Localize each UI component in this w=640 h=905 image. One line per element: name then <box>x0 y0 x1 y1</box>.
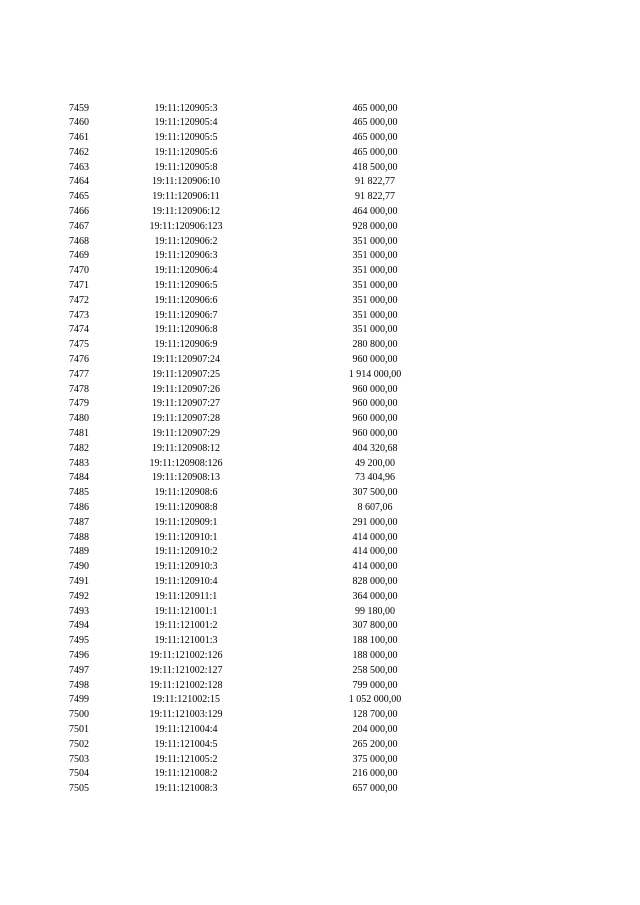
amount-cell: 280 800,00 <box>352 339 398 351</box>
row-number-cell: 7459 <box>69 102 89 114</box>
amount-cell: 351 000,00 <box>352 265 398 277</box>
table-row <box>0 220 640 235</box>
row-number-cell: 7483 <box>69 457 89 469</box>
amount-cell: 128 700,00 <box>352 709 398 721</box>
table-row <box>0 767 640 782</box>
row-number-cell: 7461 <box>69 132 89 144</box>
row-number-cell: 7481 <box>69 428 89 440</box>
cadastral-number-cell: 19:11:120906:12 <box>152 206 220 218</box>
table-row <box>0 427 640 442</box>
cadastral-number-cell: 19:11:120907:25 <box>152 368 220 380</box>
row-number-cell: 7490 <box>69 561 89 573</box>
table-row <box>0 102 640 117</box>
row-number-cell: 7469 <box>69 250 89 262</box>
row-number-cell: 7473 <box>69 309 89 321</box>
cadastral-number-cell: 19:11:120906:7 <box>154 309 218 321</box>
amount-cell: 188 000,00 <box>352 649 398 661</box>
amount-cell: 418 500,00 <box>352 161 398 173</box>
table-row <box>0 516 640 531</box>
cadastral-number-cell: 19:11:121001:1 <box>154 605 218 617</box>
amount-cell: 414 000,00 <box>352 546 398 558</box>
table-row <box>0 619 640 634</box>
table-row <box>0 397 640 412</box>
cadastral-number-cell: 19:11:120906:5 <box>154 280 218 292</box>
amount-cell: 465 000,00 <box>352 146 398 158</box>
cadastral-number-cell: 19:11:120909:1 <box>154 516 218 528</box>
cadastral-number-cell: 19:11:120905:4 <box>154 117 218 129</box>
amount-cell: 188 100,00 <box>352 635 398 647</box>
amount-cell: 351 000,00 <box>352 309 398 321</box>
table-row <box>0 368 640 383</box>
cadastral-number-cell: 19:11:120908:13 <box>152 472 220 484</box>
row-number-cell: 7464 <box>69 176 89 188</box>
row-number-cell: 7468 <box>69 235 89 247</box>
amount-cell: 364 000,00 <box>352 590 398 602</box>
table-row <box>0 205 640 220</box>
amount-cell: 1 914 000,00 <box>348 368 402 380</box>
amount-cell: 258 500,00 <box>352 664 398 676</box>
cadastral-number-cell: 19:11:120906:123 <box>149 220 223 232</box>
table-row <box>0 679 640 694</box>
table-row <box>0 693 640 708</box>
row-number-cell: 7497 <box>69 664 89 676</box>
row-number-cell: 7462 <box>69 146 89 158</box>
cadastral-number-cell: 19:11:121005:2 <box>154 753 218 765</box>
row-number-cell: 7500 <box>69 709 89 721</box>
amount-cell: 216 000,00 <box>352 768 398 780</box>
amount-cell: 960 000,00 <box>352 398 398 410</box>
cadastral-number-cell: 19:11:120910:4 <box>154 576 218 587</box>
row-number-cell: 7472 <box>69 294 89 306</box>
row-number-cell: 7499 <box>69 694 89 706</box>
row-number-cell: 7494 <box>69 620 89 632</box>
table-row <box>0 575 640 590</box>
amount-cell: 307 800,00 <box>352 620 398 632</box>
cadastral-number-cell: 19:11:120908:8 <box>154 502 218 514</box>
cadastral-number-cell: 19:11:121002:15 <box>152 694 220 706</box>
cadastral-number-cell: 19:11:120910:2 <box>154 546 218 558</box>
table-row <box>0 486 640 501</box>
amount-cell: 657 000,00 <box>352 783 398 795</box>
row-number-cell: 7484 <box>69 472 89 484</box>
cadastral-number-cell: 19:11:120906:3 <box>154 250 218 262</box>
cadastral-number-cell: 19:11:121004:4 <box>154 723 218 735</box>
cadastral-number-cell: 19:11:120907:26 <box>152 383 220 395</box>
cadastral-number-cell: 19:11:120906:2 <box>154 235 218 247</box>
table-row <box>0 353 640 368</box>
row-number-cell: 7496 <box>69 649 89 661</box>
cadastral-number-cell: 19:11:120906:6 <box>154 294 218 306</box>
table-row <box>0 501 640 516</box>
amount-cell: 291 000,00 <box>352 516 398 528</box>
cadastral-number-cell: 19:11:121004:5 <box>154 738 218 750</box>
cadastral-number-cell: 19:11:120905:5 <box>154 132 218 144</box>
table-row <box>0 531 640 546</box>
table-row <box>0 412 640 427</box>
cadastral-number-cell: 19:11:120907:29 <box>152 428 220 440</box>
cadastral-number-cell: 19:11:120906:9 <box>154 339 218 351</box>
row-number-cell: 7479 <box>69 398 89 410</box>
cadastral-number-cell: 19:11:121001:3 <box>154 635 218 647</box>
amount-cell: 49 200,00 <box>355 457 395 469</box>
amount-cell: 91 822,77 <box>355 176 395 188</box>
table-row <box>0 605 640 620</box>
row-number-cell: 7465 <box>69 191 89 203</box>
cadastral-number-cell: 19:11:120905:6 <box>154 146 218 158</box>
row-number-cell: 7477 <box>69 368 89 380</box>
row-number-cell: 7471 <box>69 280 89 292</box>
cadastral-number-cell: 19:11:121008:2 <box>154 768 218 780</box>
amount-cell: 414 000,00 <box>352 531 398 543</box>
table-row <box>0 457 640 472</box>
cadastral-number-cell: 19:11:120910:1 <box>154 531 218 543</box>
amount-cell: 960 000,00 <box>352 413 398 425</box>
cadastral-number-cell: 19:11:121002:128 <box>149 679 223 691</box>
data-table <box>0 102 640 797</box>
row-number-cell: 7487 <box>69 516 89 528</box>
cadastral-number-cell: 19:11:120908:126 <box>149 457 223 469</box>
table-row <box>0 131 640 146</box>
table-row <box>0 560 640 575</box>
row-number-cell: 7482 <box>69 442 89 454</box>
amount-cell: 465 000,00 <box>352 102 398 114</box>
cadastral-number-cell: 19:11:121001:2 <box>154 620 218 632</box>
table-row <box>0 190 640 205</box>
row-number-cell: 7480 <box>69 413 89 425</box>
amount-cell: 465 000,00 <box>352 132 398 144</box>
table-row <box>0 590 640 605</box>
row-number-cell: 7503 <box>69 753 89 765</box>
table-row <box>0 323 640 338</box>
amount-cell: 307 500,00 <box>352 487 398 499</box>
table-row <box>0 383 640 398</box>
cadastral-number-cell: 19:11:120910:3 <box>154 561 218 573</box>
amount-cell: 414 000,00 <box>352 561 398 573</box>
cadastral-number-cell: 19:11:120906:8 <box>154 324 218 336</box>
row-number-cell: 7492 <box>69 590 89 602</box>
amount-cell: 960 000,00 <box>352 354 398 366</box>
row-number-cell: 7466 <box>69 206 89 218</box>
amount-cell: 73 404,96 <box>355 472 395 484</box>
cadastral-number-cell: 19:11:120906:10 <box>152 176 220 188</box>
table-row <box>0 545 640 560</box>
amount-cell: 351 000,00 <box>352 324 398 336</box>
row-number-cell: 7478 <box>69 383 89 395</box>
cadastral-number-cell: 19:11:120911:1 <box>154 590 218 602</box>
table-row <box>0 738 640 753</box>
cadastral-number-cell: 19:11:120905:8 <box>154 161 218 173</box>
amount-cell: 465 000,00 <box>352 117 398 129</box>
cadastral-number-cell: 19:11:120907:27 <box>152 398 220 410</box>
cadastral-number-cell: 19:11:120908:12 <box>152 442 220 454</box>
cadastral-number-cell: 19:11:121002:127 <box>149 664 223 676</box>
cadastral-number-cell: 19:11:120907:28 <box>152 413 220 425</box>
table-row <box>0 649 640 664</box>
table-row <box>0 723 640 738</box>
row-number-cell: 7488 <box>69 531 89 543</box>
table-row <box>0 708 640 723</box>
row-number-cell: 7475 <box>69 339 89 351</box>
row-number-cell: 7498 <box>69 679 89 691</box>
table-row <box>0 442 640 457</box>
amount-cell: 351 000,00 <box>352 280 398 292</box>
amount-cell: 351 000,00 <box>352 250 398 262</box>
table-row <box>0 309 640 324</box>
table-row <box>0 146 640 161</box>
cadastral-number-cell: 19:11:121002:126 <box>149 649 223 661</box>
amount-cell: 404 320,68 <box>352 442 398 454</box>
amount-cell: 960 000,00 <box>352 428 398 440</box>
amount-cell: 375 000,00 <box>352 753 398 765</box>
amount-cell: 799 000,00 <box>352 679 398 691</box>
amount-cell: 265 200,00 <box>352 738 398 750</box>
row-number-cell: 7495 <box>69 635 89 647</box>
table-row <box>0 249 640 264</box>
row-number-cell: 7501 <box>69 723 89 735</box>
cadastral-number-cell: 19:11:121003:129 <box>149 709 223 721</box>
amount-cell: 960 000,00 <box>352 383 398 395</box>
cadastral-number-cell: 19:11:121008:3 <box>154 783 218 795</box>
cadastral-number-cell: 19:11:120907:24 <box>152 354 220 366</box>
table-row <box>0 634 640 649</box>
row-number-cell: 7502 <box>69 738 89 750</box>
row-number-cell: 7463 <box>69 161 89 173</box>
amount-cell: 351 000,00 <box>352 235 398 247</box>
row-number-cell: 7485 <box>69 487 89 499</box>
table-row <box>0 471 640 486</box>
amount-cell: 351 000,00 <box>352 294 398 306</box>
cadastral-number-cell: 19:11:120905:3 <box>154 102 218 114</box>
amount-cell: 928 000,00 <box>352 220 398 232</box>
table-row <box>0 338 640 353</box>
cadastral-number-cell: 19:11:120906:11 <box>152 191 220 203</box>
amount-cell: 99 180,00 <box>355 605 395 617</box>
table-row <box>0 753 640 768</box>
table-row <box>0 175 640 190</box>
table-row <box>0 664 640 679</box>
row-number-cell: 7474 <box>69 324 89 336</box>
amount-cell: 1 052 000,00 <box>348 694 402 706</box>
row-number-cell: 7476 <box>69 354 89 366</box>
row-number-cell: 7470 <box>69 265 89 277</box>
row-number-cell: 7491 <box>69 576 89 587</box>
amount-cell: 8 607,06 <box>357 502 393 514</box>
table-row <box>0 264 640 279</box>
amount-cell: 464 000,00 <box>352 206 398 218</box>
row-number-cell: 7489 <box>69 546 89 558</box>
row-number-cell: 7505 <box>69 783 89 795</box>
row-number-cell: 7486 <box>69 502 89 514</box>
row-number-cell: 7460 <box>69 117 89 129</box>
table-row <box>0 294 640 309</box>
row-number-cell: 7493 <box>69 605 89 617</box>
amount-cell: 91 822,77 <box>355 191 395 203</box>
table-row <box>0 161 640 176</box>
amount-cell: 204 000,00 <box>352 723 398 735</box>
table-row <box>0 782 640 797</box>
cadastral-number-cell: 19:11:120908:6 <box>154 487 218 499</box>
table-row <box>0 279 640 294</box>
row-number-cell: 7467 <box>69 220 89 232</box>
cadastral-number-cell: 19:11:120906:4 <box>154 265 218 277</box>
table-row <box>0 235 640 250</box>
row-number-cell: 7504 <box>69 768 89 780</box>
amount-cell: 828 000,00 <box>352 576 398 587</box>
table-row <box>0 116 640 131</box>
